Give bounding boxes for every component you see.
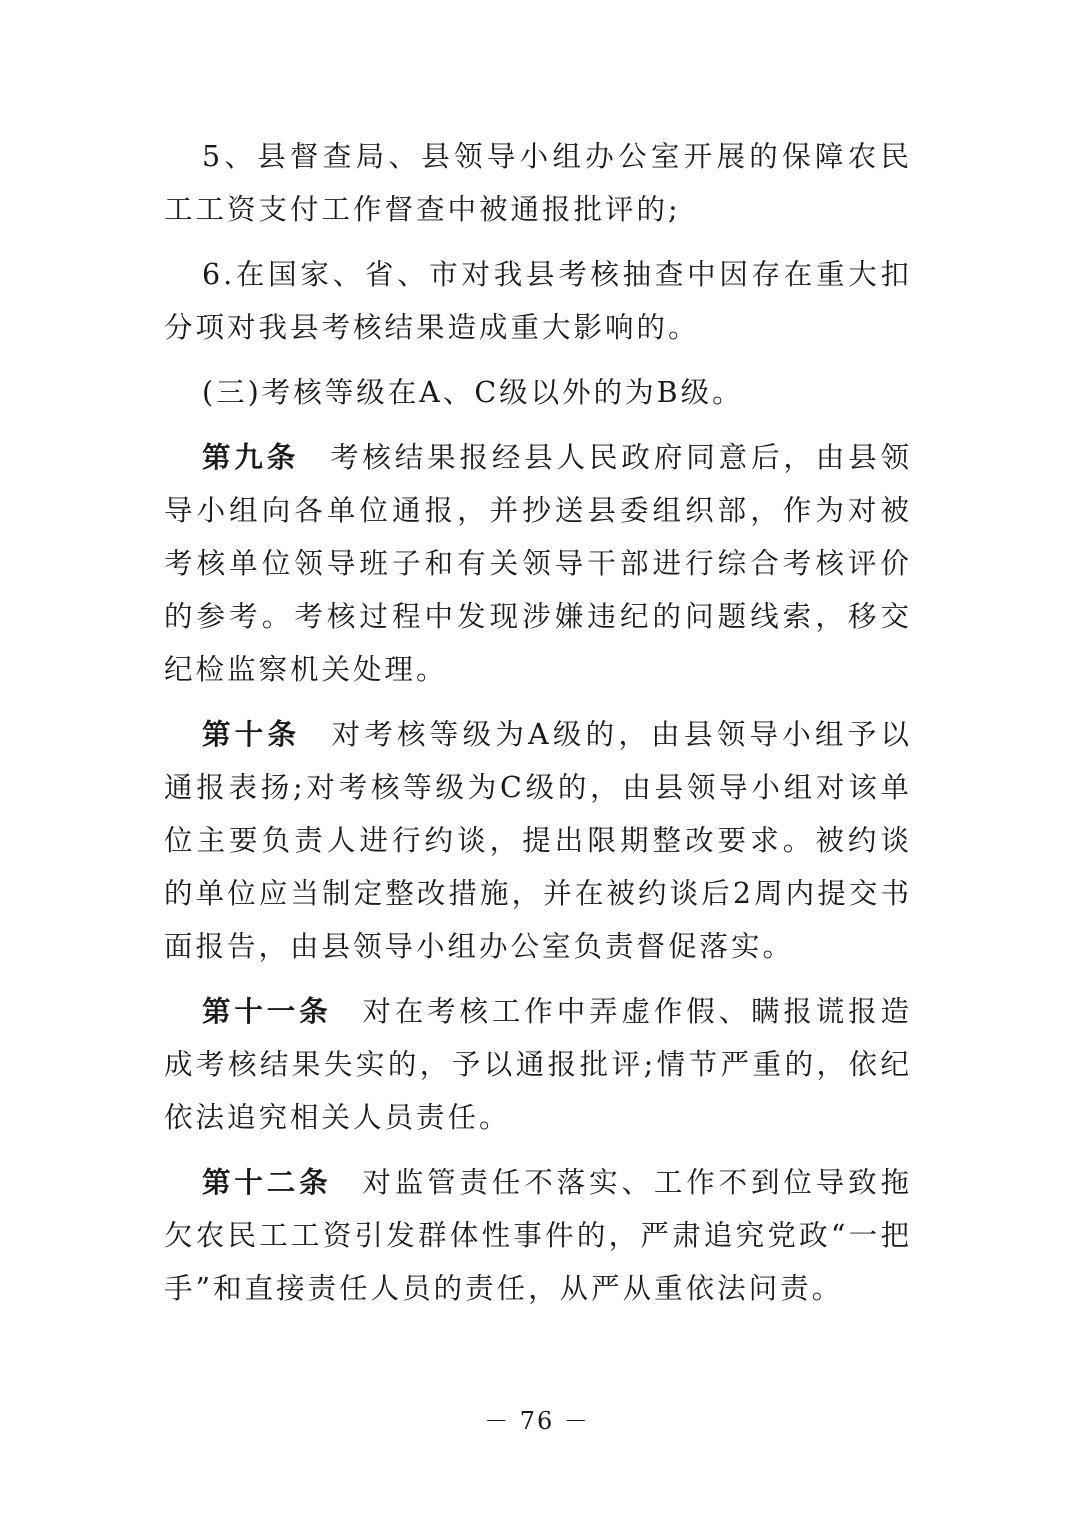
page-number: － 76 －	[484, 1407, 590, 1435]
article-text: 对在考核工作中弄虚作假、瞒报谎报造成考核结果失实的，予以通报批评;情节严重的，依纪依法追究相关人员责任。	[164, 995, 912, 1134]
article-text: 对监管责任不落实、工作不到位导致拖欠农民工工资引发群体性事件的，严肃追究党政“一把手”和直接责任人员的责任，从严从重依法问责。	[164, 1166, 912, 1305]
article-text: 考核结果报经县人民政府同意后，由县领导小组向各单位通报，并抄送县委组织部，作为对被考核单位领导班子和有关领导干部进行综合考核评价的参考。考核过程中发现涉嫌违纪的问题线索，移交纪检监察机关处理。	[164, 441, 912, 686]
article-heading: 第十二条	[202, 1166, 332, 1199]
article-heading: 第十一条	[202, 995, 332, 1028]
paragraph-item-5	[164, 130, 912, 236]
article-text: 对考核等级为A级的，由县领导小组予以通报表扬;对考核等级为C级的，由县领导小组对该单位主要负责人进行约谈，提出限期整改要求。被约谈的单位应当制定整改措施，并在被约谈后2周内提交书面报告，由县领导小组办公室负责督促落实。	[164, 718, 912, 963]
paragraph-text: (三)考核等级在A、C级以外的为B级。	[202, 376, 744, 409]
paragraph-item-6	[164, 248, 912, 354]
document-body	[164, 130, 912, 1315]
article-9	[164, 431, 912, 696]
article-10	[164, 708, 912, 973]
paragraph-text: 6.在国家、省、市对我县考核抽查中因存在重大扣分项对我县考核结果造成重大影响的。	[164, 258, 912, 344]
paragraph-text: 5、县督查局、县领导小组办公室开展的保障农民工工资支付工作督查中被通报批评的;	[164, 140, 912, 226]
article-heading: 第十条	[202, 718, 301, 751]
paragraph-grade-b	[164, 366, 912, 419]
article-11	[164, 985, 912, 1144]
article-heading: 第九条	[202, 441, 300, 474]
article-12	[164, 1156, 912, 1315]
